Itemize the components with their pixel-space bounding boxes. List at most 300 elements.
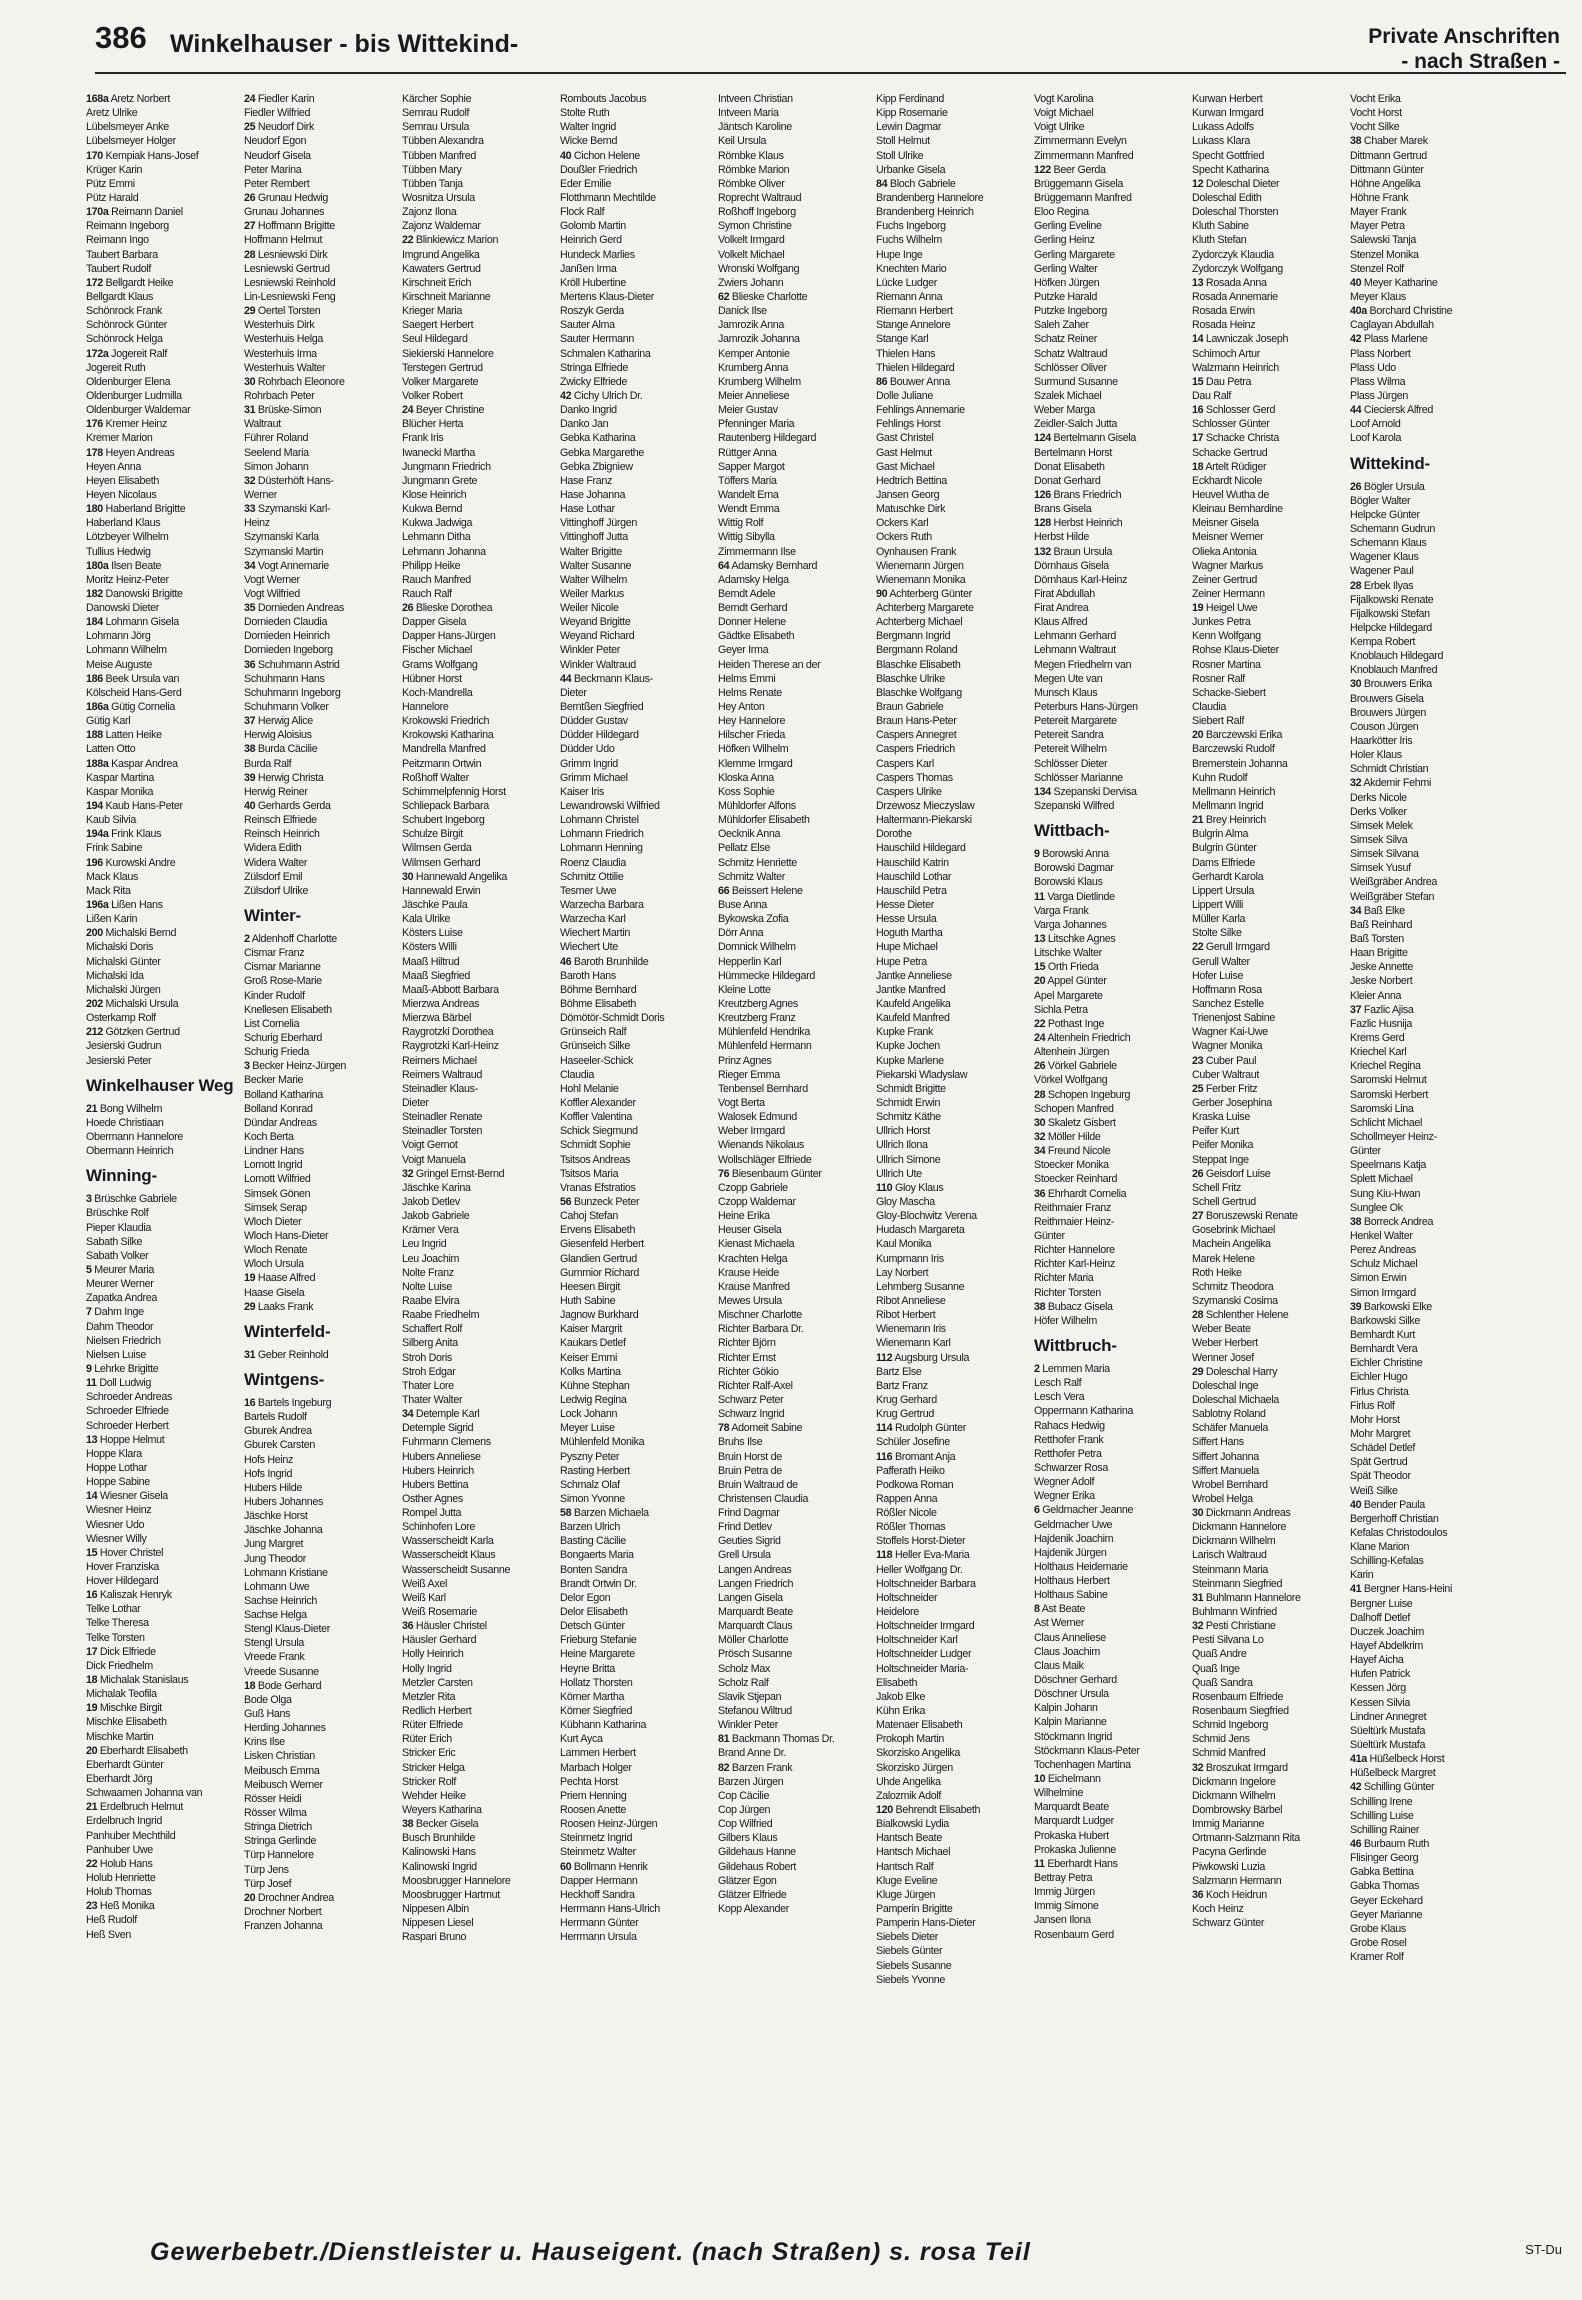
- resident-entry: [402, 1421, 549, 1435]
- resident-entry: [86, 799, 233, 813]
- resident-entry: [244, 700, 391, 714]
- resident-entry: [876, 898, 1023, 912]
- resident-entry: [718, 1393, 865, 1407]
- resident-entry: [560, 1775, 707, 1789]
- house-number: 23: [86, 1900, 98, 1913]
- resident-name: Weiß Karl: [402, 1591, 446, 1604]
- resident-entry: [86, 219, 233, 233]
- resident-entry: [86, 1305, 233, 1319]
- resident-entry: [1034, 177, 1181, 191]
- resident-name: Rohrbach Eleonore: [257, 375, 345, 388]
- resident-name: Dornieden Claudia: [244, 616, 328, 629]
- resident-name: Hase Lothar: [560, 503, 615, 516]
- resident-name: Hubers Hilde: [244, 1481, 302, 1494]
- resident-entry: [1034, 1814, 1181, 1828]
- resident-entry: [718, 1308, 865, 1322]
- resident-entry: [402, 1167, 549, 1181]
- resident-entry: [86, 559, 233, 573]
- resident-entry: [402, 573, 549, 587]
- resident-name: Vittinghoff Jutta: [560, 531, 628, 544]
- resident-name: Schell Fritz: [1192, 1181, 1242, 1194]
- resident-name: Slavik Stjepan: [718, 1690, 782, 1703]
- resident-name: Dickmann Andreas: [1205, 1507, 1291, 1520]
- resident-entry: [402, 629, 549, 643]
- resident-name: Bellgardt Heike: [105, 276, 174, 289]
- resident-name: Holly Heinrich: [402, 1648, 464, 1661]
- resident-name: Wittig Rolf: [718, 517, 764, 530]
- resident-entry: [402, 177, 549, 191]
- resident-entry: [1034, 332, 1181, 346]
- resident-entry: [1192, 1506, 1339, 1520]
- resident-entry: [1350, 276, 1497, 290]
- resident-entry: [876, 1181, 1023, 1195]
- resident-entry: [876, 1068, 1023, 1082]
- resident-name: Oldenburger Waldemar: [86, 404, 191, 417]
- resident-entry: [1350, 389, 1497, 403]
- resident-name: Helpcke Hildegard: [1350, 621, 1432, 634]
- resident-entry: [560, 177, 707, 191]
- resident-name: Kipp Ferdinand: [876, 93, 945, 105]
- resident-name: Kösters Luise: [402, 927, 463, 940]
- resident-entry: [402, 742, 549, 756]
- resident-name: Richter Gökio: [718, 1365, 779, 1378]
- resident-entry: [560, 1110, 707, 1124]
- resident-entry: [560, 1195, 707, 1209]
- resident-entry: [718, 120, 865, 134]
- resident-entry: [1350, 776, 1497, 790]
- resident-entry: [560, 233, 707, 247]
- resident-name: Becker Gisela: [415, 1818, 479, 1831]
- resident-entry: [1350, 1342, 1497, 1356]
- resident-name: Hauschild Hildegard: [876, 842, 966, 855]
- resident-entry: [876, 1633, 1023, 1647]
- resident-entry: [1034, 1885, 1181, 1899]
- resident-entry: [876, 1718, 1023, 1732]
- resident-entry: [402, 248, 549, 262]
- resident-entry: [402, 1577, 549, 1591]
- house-number: 126: [1034, 488, 1051, 501]
- resident-name: Kala Ulrike: [402, 913, 451, 926]
- resident-entry: [1192, 488, 1339, 502]
- resident-name: Dieter: [402, 1096, 429, 1109]
- resident-name: Stolte Silke: [1192, 927, 1242, 940]
- resident-name: Schlosser Gerd: [1205, 404, 1276, 417]
- resident-name: Kinder Rudolf: [244, 989, 305, 1002]
- resident-name: Lewin Dagmar: [876, 121, 942, 134]
- resident-name: Stroh Doris: [402, 1351, 452, 1364]
- resident-name: Dickmann Hannelore: [1192, 1521, 1287, 1534]
- resident-name: Bernhardt Vera: [1350, 1343, 1418, 1356]
- resident-name: Heyne Britta: [560, 1662, 615, 1675]
- resident-name: Michalski Ida: [86, 969, 144, 982]
- resident-name: Gerhardt Karola: [1192, 870, 1264, 883]
- resident-name: Eichler Hugo: [1350, 1371, 1408, 1384]
- resident-name: Wilmsen Gerda: [402, 842, 472, 855]
- resident-name: Heller Eva-Maria: [894, 1549, 970, 1562]
- resident-name: Ledwig Regina: [560, 1393, 627, 1406]
- resident-name: Richter Björn: [718, 1337, 776, 1350]
- resident-entry: [718, 361, 865, 375]
- resident-entry: [1192, 1817, 1339, 1831]
- resident-entry: [876, 1959, 1023, 1973]
- resident-entry: [718, 417, 865, 431]
- resident-entry: [1192, 870, 1339, 884]
- resident-name: Herwig Aloisius: [244, 729, 312, 742]
- resident-name: Gebka Zbigniew: [560, 460, 633, 473]
- resident-name: Stengl Klaus-Dieter: [244, 1623, 330, 1636]
- resident-name: Quaß Inge: [1192, 1662, 1240, 1675]
- resident-name: Kalinowski Ingrid: [402, 1860, 477, 1873]
- resident-name: Pellatz Else: [718, 842, 770, 855]
- resident-name: Augsburg Ursula: [894, 1351, 970, 1364]
- house-number: 44: [1350, 404, 1362, 417]
- resident-entry: [86, 233, 233, 247]
- resident-name: Peter Rembert: [244, 177, 310, 190]
- resident-name: Podkowa Roman: [876, 1478, 954, 1491]
- resident-name: List Cornelia: [244, 1017, 300, 1030]
- resident-name: Koch-Mandrella: [402, 686, 473, 699]
- resident-entry: [1192, 1096, 1339, 1110]
- resident-name: Detemple Karl: [415, 1408, 480, 1421]
- resident-entry: [560, 1874, 707, 1888]
- resident-entry: [1034, 1546, 1181, 1560]
- resident-entry: [86, 1899, 233, 1913]
- resident-name: Bunzeck Peter: [573, 1195, 640, 1208]
- resident-name: Mierzwa Bärbel: [402, 1012, 472, 1025]
- resident-name: Meier Anneliese: [718, 389, 790, 402]
- resident-entry: [560, 1237, 707, 1251]
- resident-entry: [1192, 799, 1339, 813]
- resident-name: Jogereit Ralf: [111, 347, 168, 360]
- resident-entry: [402, 474, 549, 488]
- resident-entry: [1034, 233, 1181, 247]
- resident-name: Czopp Waldemar: [718, 1195, 796, 1208]
- resident-entry: [1350, 833, 1497, 847]
- resident-entry: [1350, 819, 1497, 833]
- street-heading: Wittbruch-: [1034, 1335, 1117, 1355]
- resident-entry: [876, 742, 1023, 756]
- resident-entry: [244, 629, 391, 643]
- resident-entry: [1034, 1433, 1181, 1447]
- resident-entry: [718, 1718, 865, 1732]
- resident-entry: [1192, 643, 1339, 657]
- resident-entry: [402, 1110, 549, 1124]
- resident-entry: [1034, 1419, 1181, 1433]
- resident-name: Neudorf Gisela: [244, 149, 311, 162]
- resident-name: Grell Ursula: [718, 1549, 771, 1562]
- resident-name: Lohmann Henning: [560, 842, 643, 855]
- resident-entry: [402, 700, 549, 714]
- resident-entry: [718, 1690, 865, 1704]
- resident-entry: [244, 1721, 391, 1735]
- resident-entry: [876, 1379, 1023, 1393]
- resident-entry: [1192, 446, 1339, 460]
- resident-name: Dau Petra: [1205, 375, 1252, 388]
- resident-entry: [402, 686, 549, 700]
- resident-name: Krokowski Katharina: [402, 729, 494, 742]
- resident-name: Heigel Uwe: [1205, 602, 1258, 615]
- resident-name: Beer Gerda: [1053, 163, 1106, 176]
- resident-entry: [718, 431, 865, 445]
- resident-name: Ribot Herbert: [876, 1309, 936, 1322]
- resident-entry: [876, 1336, 1023, 1350]
- resident-entry: [1034, 1602, 1181, 1616]
- resident-entry: [1192, 856, 1339, 870]
- resident-name: Wehder Heike: [402, 1789, 466, 1802]
- resident-entry: [1350, 1088, 1497, 1102]
- resident-entry: [1192, 658, 1339, 672]
- resident-name: Kirschneit Marianne: [402, 290, 491, 303]
- resident-entry: [1350, 508, 1497, 522]
- resident-entry: [1192, 757, 1339, 771]
- resident-entry: [560, 1930, 707, 1944]
- resident-entry: [402, 1138, 549, 1152]
- resident-name: Blieske Dorothea: [415, 602, 493, 615]
- resident-entry: [718, 686, 865, 700]
- house-number: 38: [1034, 1300, 1046, 1313]
- resident-entry: [1192, 1591, 1339, 1605]
- resident-entry: [1350, 1865, 1497, 1879]
- resident-entry: [718, 460, 865, 474]
- resident-entry: [718, 1407, 865, 1421]
- resident-entry: [1034, 861, 1181, 875]
- resident-name: Steinadler Torsten: [402, 1125, 483, 1138]
- resident-entry: [244, 446, 391, 460]
- resident-entry: [718, 1662, 865, 1676]
- house-number: 32: [1192, 1620, 1204, 1633]
- resident-entry: [718, 1761, 865, 1775]
- resident-name: Weber Marga: [1034, 404, 1096, 417]
- resident-name: Eberhardt Elisabeth: [99, 1744, 188, 1757]
- resident-entry: [718, 1902, 865, 1916]
- house-number: 184: [86, 616, 103, 629]
- resident-name: Rosner Ralf: [1192, 672, 1245, 685]
- house-number: 21: [1192, 814, 1204, 827]
- resident-name: Holtschneider Maria-: [876, 1662, 969, 1675]
- resident-entry: [244, 1229, 391, 1243]
- house-number: 34: [244, 559, 256, 572]
- resident-name: Jäschke Horst: [244, 1510, 308, 1523]
- resident-name: Wagner Kai-Uwe: [1192, 1026, 1268, 1039]
- resident-entry: [1034, 1616, 1181, 1630]
- house-number: 25: [244, 121, 256, 134]
- resident-name: Siffert Hans: [1192, 1436, 1244, 1449]
- resident-name: Lübelsmeyer Anke: [86, 121, 169, 134]
- resident-entry: [718, 1181, 865, 1195]
- resident-name: Lesniewski Reinhold: [244, 276, 336, 289]
- resident-name: Gerling Eveline: [1034, 220, 1102, 233]
- resident-name: Kleine Lotte: [718, 983, 771, 996]
- house-number: 37: [1350, 1003, 1362, 1016]
- resident-name: Hey Anton: [718, 701, 765, 714]
- resident-name: Schilling Irene: [1350, 1795, 1413, 1808]
- resident-entry: [402, 827, 549, 841]
- resident-name: Danko Ingrid: [560, 404, 617, 417]
- resident-name: Siebert Ralf: [1192, 715, 1244, 728]
- resident-entry: [402, 1025, 549, 1039]
- resident-name: Schurig Eberhard: [244, 1032, 323, 1044]
- resident-entry: [402, 587, 549, 601]
- resident-name: Simsek Silvana: [1350, 848, 1419, 861]
- resident-name: Sachse Helga: [244, 1609, 307, 1622]
- resident-entry: [1034, 1362, 1181, 1376]
- resident-name: Tübben Manfred: [402, 149, 476, 162]
- resident-entry: [560, 1860, 707, 1874]
- resident-entry: [1350, 522, 1497, 536]
- resident-name: Danko Jan: [560, 418, 609, 431]
- resident-entry: [86, 1659, 233, 1673]
- resident-name: Lin-Lesniewski Feng: [244, 290, 336, 303]
- resident-entry: [876, 1252, 1023, 1266]
- resident-entry: [402, 276, 549, 290]
- resident-entry: [1192, 1181, 1339, 1195]
- resident-name: Weyand Brigitte: [560, 616, 631, 629]
- resident-name: Schuhmann Ingeborg: [244, 686, 341, 699]
- resident-entry: [244, 318, 391, 332]
- resident-name: Bellgardt Klaus: [86, 290, 154, 303]
- resident-name: Wegner Erika: [1034, 1490, 1095, 1503]
- resident-name: Haseeler-Schick: [560, 1054, 634, 1067]
- resident-entry: [1350, 375, 1497, 389]
- resident-entry: [1350, 304, 1497, 318]
- house-number: 31: [244, 1348, 256, 1361]
- resident-name: Thielen Hans: [876, 347, 936, 360]
- resident-name: Moosbrugger Hannelore: [402, 1874, 511, 1887]
- resident-name: Zimmermann Ilse: [718, 545, 796, 558]
- resident-name: Skaletz Gisbert: [1047, 1116, 1116, 1129]
- resident-entry: [86, 1249, 233, 1263]
- resident-entry: [1192, 106, 1339, 120]
- resident-name: Weiß Rosemarie: [402, 1606, 477, 1619]
- house-number: 172: [86, 276, 103, 289]
- resident-name: Bergerhoff Christian: [1350, 1512, 1439, 1525]
- resident-name: Mühldorfer Alfons: [718, 800, 796, 813]
- resident-entry: [560, 1450, 707, 1464]
- resident-name: Wendt Emma: [718, 503, 780, 516]
- resident-entry: [402, 1563, 549, 1577]
- resident-name: Putzke Ingeborg: [1034, 305, 1108, 318]
- resident-name: Speelmans Katja: [1350, 1159, 1427, 1172]
- resident-name: Dapper Gisela: [402, 616, 467, 629]
- resident-name: Sanchez Estelle: [1192, 998, 1264, 1010]
- resident-name: Holthaus Heidemarie: [1034, 1560, 1128, 1573]
- resident-entry: [876, 516, 1023, 530]
- resident-name: Moosbrugger Hartmut: [402, 1888, 500, 1901]
- resident-name: Sabath Volker: [86, 1249, 149, 1262]
- resident-entry: [718, 601, 865, 615]
- resident-name: Römbke Marion: [718, 163, 790, 176]
- resident-name: Beckmann Klaus-: [573, 672, 653, 685]
- resident-name: Ehrhardt Cornelia: [1047, 1187, 1127, 1200]
- resident-name: Herbst Heinrich: [1053, 517, 1123, 530]
- resident-name: Quaß Sandra: [1192, 1676, 1253, 1689]
- resident-name: Wloch Hans-Dieter: [244, 1229, 329, 1242]
- resident-name: Kipp Rosemarie: [876, 107, 948, 120]
- resident-entry: [1192, 347, 1339, 361]
- resident-name: Bubacz Gisela: [1047, 1300, 1113, 1313]
- resident-name: Koch Heidrun: [1205, 1888, 1267, 1901]
- resident-name: Hubers Heinrich: [402, 1464, 474, 1477]
- resident-entry: [402, 120, 549, 134]
- resident-name: Lukass Klara: [1192, 135, 1250, 148]
- resident-name: Simsek Silva: [1350, 834, 1408, 847]
- resident-name: Petereit Margarete: [1034, 715, 1117, 728]
- resident-name: Mohr Horst: [1350, 1413, 1400, 1426]
- resident-entry: [1350, 805, 1497, 819]
- resident-entry: [718, 898, 865, 912]
- resident-entry: [1350, 417, 1497, 431]
- resident-entry: [560, 205, 707, 219]
- resident-name: Piwkowski Luzia: [1192, 1860, 1266, 1873]
- resident-name: Reinsch Heinrich: [244, 828, 320, 841]
- resident-entry: [876, 1973, 1023, 1987]
- resident-entry: [718, 1068, 865, 1082]
- resident-entry: [560, 361, 707, 375]
- resident-name: Sung Kiu-Hwan: [1350, 1187, 1421, 1200]
- resident-name: Lehrke Brigitte: [94, 1362, 159, 1375]
- resident-name: Burda Cäcilie: [257, 743, 318, 756]
- resident-entry: [1350, 649, 1497, 663]
- resident-entry: [1350, 1059, 1497, 1073]
- resident-name: Dornieden Ingeborg: [244, 644, 333, 657]
- street-heading: Winter-: [244, 906, 301, 926]
- resident-name: Specht Katharina: [1192, 163, 1269, 176]
- resident-name: Doleschal Harry: [1205, 1365, 1278, 1378]
- resident-name: Broszukat Irmgard: [1205, 1761, 1288, 1774]
- resident-name: Dombrowsky Bärbel: [1192, 1804, 1283, 1817]
- resident-name: Gerling Heinz: [1034, 234, 1095, 247]
- resident-name: Kurt Ayca: [560, 1733, 603, 1746]
- resident-entry: [560, 1365, 707, 1379]
- resident-name: Schönrock Günter: [86, 319, 168, 332]
- house-number: 16: [244, 1396, 256, 1409]
- resident-entry: [718, 1096, 865, 1110]
- house-number: 186a: [86, 701, 109, 714]
- resident-entry: [86, 332, 233, 346]
- resident-entry: [402, 446, 549, 460]
- resident-entry: [86, 1277, 233, 1291]
- resident-entry: [718, 1336, 865, 1350]
- resident-entry: [244, 1580, 391, 1594]
- resident-entry: [1192, 1450, 1339, 1464]
- house-number: 178: [86, 446, 103, 459]
- resident-name: Cop Jürgen: [718, 1804, 771, 1817]
- street-heading: Winning-: [86, 1166, 157, 1186]
- resident-entry: [402, 1746, 549, 1760]
- resident-name: Schurig Frieda: [244, 1046, 310, 1059]
- resident-name: Kukwa Bernd: [402, 503, 463, 516]
- resident-name: Mertens Klaus-Dieter: [560, 290, 654, 303]
- resident-name: Frank Iris: [402, 432, 444, 445]
- resident-entry: [244, 516, 391, 530]
- resident-name: Herrmann Hans-Ulrich: [560, 1903, 660, 1915]
- resident-name: Gerling Walter: [1034, 262, 1098, 275]
- resident-entry: [560, 1789, 707, 1803]
- resident-name: Kremer Heinz: [105, 418, 168, 431]
- resident-name: Steinmann Maria: [1192, 1563, 1269, 1576]
- resident-name: Geber Reinhold: [257, 1348, 329, 1361]
- resident-name: Drochner Andrea: [257, 1891, 334, 1904]
- resident-name: Jantke Manfred: [876, 983, 946, 996]
- resident-entry: [244, 686, 391, 700]
- resident-entry: [86, 1758, 233, 1772]
- house-number: 18: [244, 1679, 256, 1692]
- resident-entry: [876, 559, 1023, 573]
- resident-entry: [402, 997, 549, 1011]
- resident-name: Fehlings Horst: [876, 418, 941, 431]
- resident-name: Panhuber Mechthild: [86, 1829, 176, 1842]
- resident-name: Jung Theodor: [244, 1552, 306, 1565]
